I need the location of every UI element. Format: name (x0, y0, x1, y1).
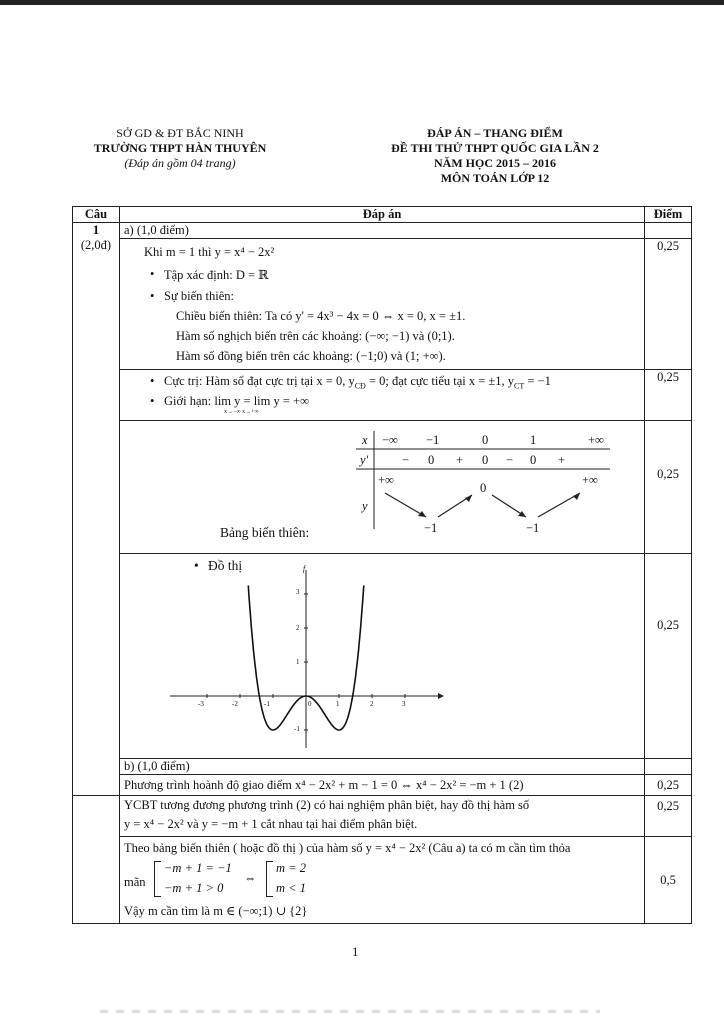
page-count-note: (Đáp án gồm 04 trang) (124, 156, 236, 170)
question-cell (73, 223, 120, 796)
part-b-score-empty (645, 759, 692, 775)
subject: MÔN TOÁN LỚP 12 (440, 171, 550, 185)
vt-dy-2: 0 (428, 453, 435, 467)
extrema-sub-cd: CĐ (354, 381, 366, 391)
vt-x-neg1: −1 (426, 433, 440, 447)
vt-x-label: x (362, 433, 368, 447)
limits-sub: x→−∞ x→+∞ (224, 409, 259, 415)
y-tick-3: 3 (296, 588, 300, 596)
part-b-label: b) (1,0 điểm) (120, 759, 645, 775)
score-1: 0,25 (645, 239, 692, 370)
vt-x-0: 0 (482, 433, 489, 447)
school-name: TRƯỜNG THPT HÀN THUYÊN (93, 141, 267, 155)
limits-line: • Giới hạn: lim y = lim y = +∞ (164, 394, 309, 409)
y-tick-2: 2 (296, 624, 300, 632)
question-points: (2,0đ) (80, 238, 112, 252)
graph-axis-y-label: f (303, 564, 306, 573)
vt-y-neg-inf: +∞ (378, 473, 394, 487)
y-tick--1: -1 (294, 725, 300, 733)
graph-label: • Đồ thị (208, 558, 242, 574)
answer-table (72, 206, 692, 924)
x-tick-3: 3 (402, 700, 406, 708)
row-graph (120, 554, 645, 759)
vt-y-label: y (362, 499, 368, 513)
vt-dy-3: + (456, 453, 464, 467)
scan-smudge (100, 1010, 600, 1013)
scan-top-border (0, 0, 724, 5)
col-header-score: Điểm (645, 207, 692, 223)
row-intersection-equation (120, 775, 645, 796)
extrema-line (164, 374, 551, 391)
extrema-sub-ct: CT (514, 381, 525, 391)
row-variation-table (120, 421, 645, 554)
part-a-label: a) (1,0 điểm) (120, 223, 645, 239)
vt-y-max: 0 (480, 481, 487, 495)
exam-name: ĐỀ THI THỬ THPT QUỐC GIA LẦN 2 (391, 141, 599, 155)
score-6: 0,25 (645, 796, 692, 837)
col-header-answer: Đáp án (120, 207, 645, 223)
man-word: mãn (124, 875, 146, 889)
score-5: 0,25 (645, 775, 692, 796)
result-1: m = 2 (276, 861, 306, 875)
school-year: NĂM HỌC 2015 – 2016 (434, 156, 556, 170)
page-number: 1 (352, 944, 359, 959)
vt-dy-4: 0 (482, 453, 489, 467)
x-tick--3: -3 (198, 700, 204, 708)
y-tick-1: 1 (296, 658, 300, 666)
extrema-text-a: Cực trị: Hàm số đạt cực trị tại x = 0, y (164, 374, 355, 388)
part-a-score-empty (645, 223, 692, 239)
given-function: Khi m = 1 thì y = x⁴ − 2x² (144, 245, 275, 259)
vt-dy-label: y' (360, 453, 369, 467)
derivative-line: Chiều biến thiên: Ta có y' = 4x³ − 4x = 0 ⇔ x = 0, x = ±1. (176, 309, 466, 323)
row-domain-variation (120, 239, 645, 370)
score-2: 0,25 (645, 370, 692, 421)
case-1: −m + 1 = −1 (164, 861, 232, 875)
variation-line: • Sự biến thiên: (164, 289, 234, 304)
conclusion-line-3: Vậy m cần tìm là m ∈ (−∞;1) ∪ {2} (124, 904, 308, 918)
bracket-right (266, 861, 273, 897)
case-2: −m + 1 > 0 (164, 881, 224, 895)
vt-dy-7: + (558, 453, 566, 467)
condition-line-1: YCBT tương đương phương trình (2) có hai nghiệm phân biệt, hay đồ thị hàm số (124, 798, 530, 812)
row-conclusion (120, 837, 645, 924)
score-7: 0,5 (645, 837, 692, 924)
iff-symbol: ⇔ (244, 871, 257, 885)
function-graph (160, 558, 460, 758)
x-tick--2: -2 (232, 700, 238, 708)
col-header-question: Câu (73, 207, 120, 223)
doc-title: ĐÁP ÁN – THANG ĐIỂM (427, 126, 563, 140)
vt-dy-1: − (402, 453, 410, 467)
x-tick--1: -1 (264, 700, 270, 708)
conclusion-line-1: Theo bảng biến thiên ( hoặc đồ thị ) của hàm số y = x⁴ − 2x² (Câu a) ta có m cần tìm thỏa (124, 841, 571, 855)
question-number: 1 (92, 223, 100, 237)
header-left (60, 126, 300, 171)
header-right (330, 126, 660, 186)
condition-line-2: y = x⁴ − 2x² và y = −m + 1 cắt nhau tại hai điểm phân biệt. (124, 817, 418, 831)
question-cell-cont (73, 796, 120, 924)
variation-table-label: Bảng biến thiên: (220, 525, 310, 540)
x-tick-2: 2 (370, 700, 374, 708)
vt-x-1: 1 (530, 433, 537, 447)
graph-x-arrow (438, 693, 444, 699)
result-2: m < 1 (276, 881, 306, 895)
x-tick-1: 1 (336, 700, 340, 708)
decreasing-line: Hàm số nghịch biến trên các khoảng: (−∞; −1) và (0;1). (176, 329, 455, 343)
domain-line: • Tập xác định: D = ℝ (164, 267, 269, 283)
department-name: SỞ GD & ĐT BẮC NINH (116, 126, 244, 140)
vt-dy-6: 0 (530, 453, 537, 467)
vt-x-neg-inf: −∞ (382, 433, 398, 447)
bracket-left (154, 861, 161, 897)
vt-dy-5: − (506, 453, 514, 467)
vt-y-min2: −1 (526, 521, 540, 535)
row-condition (120, 796, 645, 837)
score-4: 0,25 (645, 554, 692, 759)
extrema-text-b: = 0; đạt cực tiểu tại x = ±1, y (365, 374, 515, 388)
intersection-equation: Phương trình hoành độ giao điểm x⁴ − 2x² + m − 1 = 0 ⇔ x⁴ − 2x² = −m + 1 (2) (124, 778, 524, 792)
row-extrema-limits (120, 370, 645, 421)
x-tick-0: 0 (308, 700, 312, 708)
increasing-line: Hàm số đồng biến trên các khoảng: (−1;0) và (1; +∞). (176, 349, 446, 363)
vt-x-pos-inf: +∞ (588, 433, 604, 447)
vt-y-pos-inf: +∞ (582, 473, 598, 487)
extrema-text-c: = −1 (524, 374, 551, 388)
vt-y-min1: −1 (424, 521, 438, 535)
score-3: 0,25 (645, 421, 692, 554)
